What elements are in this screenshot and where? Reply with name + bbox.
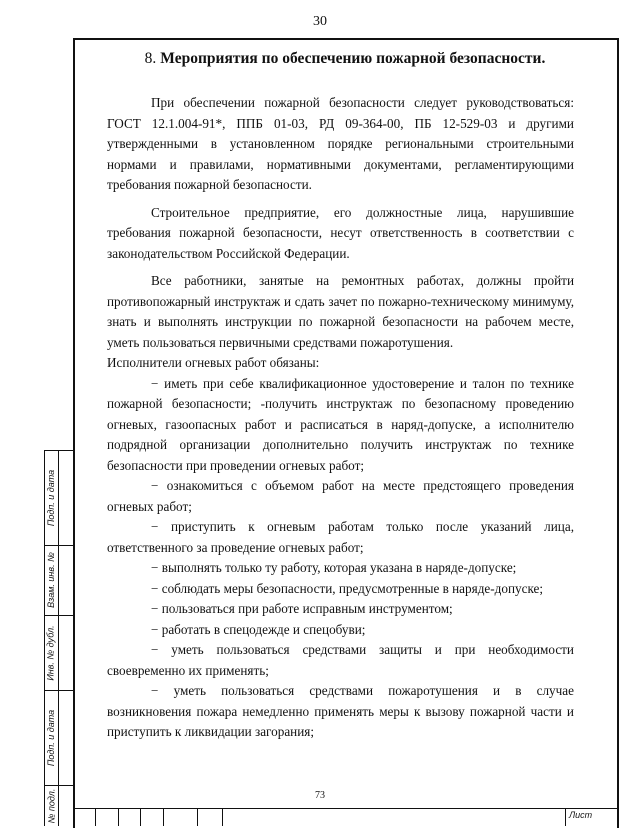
stamp-sign-date-1: Подп. и дата: [46, 469, 56, 526]
section-title-text: Мероприятия по обеспечению пожарной безопасности: [160, 50, 542, 67]
list-item: − приступить к огневым работам только после указаний лица, ответственного за проведение огневых работ;: [107, 519, 574, 555]
section-number: 8.: [144, 50, 157, 67]
sheet-label: Лист: [569, 810, 593, 820]
stamp-replaced-inv: Взам. инв. №: [46, 552, 57, 608]
title-block-divider: [140, 808, 141, 826]
title-block-divider: [95, 808, 96, 826]
title-block-divider: [197, 808, 198, 826]
list-item: − уметь пользоваться средствами пожаротушения и в случае возникновения пожара немедленно применять меры к вызову пожарной части и приступить к ликвидации загорания;: [107, 683, 574, 739]
paragraph: Строительное предприятие, его должностные лица, нарушившие требования пожарной безопасности, несут ответственность в соответствии с законодательством Российской Федерации.: [107, 204, 574, 261]
page-number-bottom: 73: [315, 790, 325, 801]
page-number-top: 30: [313, 14, 327, 29]
stamp-inv-orig: № подл.: [46, 788, 57, 823]
duties-intro: Исполнители огневых работ обязаны:: [107, 355, 320, 370]
stamp-divider: [58, 450, 59, 826]
list-item: − пользоваться при работе исправным инструментом;: [151, 601, 453, 616]
title-block-divider: [222, 808, 223, 826]
list-item: − ознакомиться с объемом работ на месте предстоящего проведения огневых работ;: [107, 478, 574, 514]
list-item: − иметь при себе квалификационное удостоверение и талон по технике пожарной безопасности; -получить инструктаж по безопасному проведению огневых, газоопасных работ и расписаться в наряд-допуске, а исполнителю подрядной организации дополнительно получить инструктаж по технике безопасности при проведении огневых работ;: [107, 375, 574, 473]
title-block: [73, 808, 619, 827]
title-block-divider: [565, 808, 566, 826]
title-block-divider: [163, 808, 164, 826]
list-item: − уметь пользоваться средствами защиты и при необходимости своевременно их применять;: [107, 642, 574, 678]
document-body: [107, 93, 574, 743]
list-item: − работать в спецодежде и спецобуви;: [151, 621, 366, 637]
title-block-divider: [118, 808, 119, 826]
stamp-sign-date-2: Подп. и дата: [46, 709, 56, 766]
paragraph: При обеспечении пожарной безопасности следует руководствоваться: ГОСТ 12.1.004-91*, ППБ 01-03, РД 09-364-00, ПБ 12-529-03 и другими утвержденными в установленном порядке региональными строительными нормами и правилами, нормативными документами, регламентирующими требования пожарной безопасности.: [107, 95, 574, 192]
list-item: − соблюдать меры безопасности, предусмотренные в наряде-допуске;: [151, 580, 544, 596]
section-title: 8. Мероприятия по обеспечению пожарной безопасности.: [144, 50, 546, 67]
stamp-inv-dup: Инв. № дубл.: [46, 624, 57, 681]
paragraph: Все работники, занятые на ремонтных работах, должны пройти противопожарный инструктаж и сдать зачет по пожарно-техническому минимуму, знать и выполнять инструкции по пожарной безопасности на рабочем месте, уметь пользоваться первичными средствами пожаротушения.: [107, 273, 574, 350]
list-item: − выполнять только ту работу, которая указана в наряде-допуске;: [151, 560, 517, 575]
